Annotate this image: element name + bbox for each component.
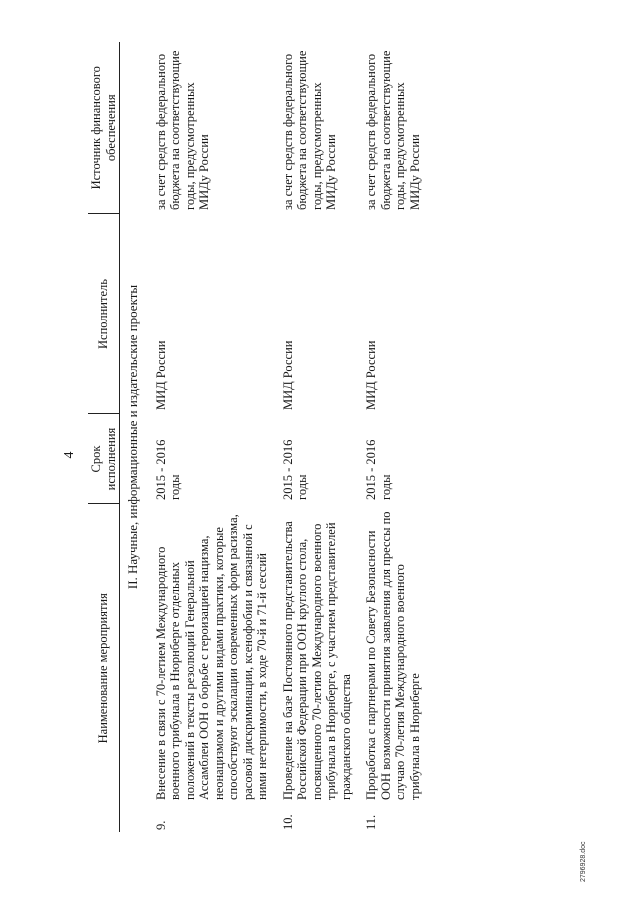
section-title: II. Научные, информационные и издательские проекты — [125, 284, 140, 590]
row-funding: за счет средств федерального бюджета на соответствующие годы, предусмотренных МИДу России — [364, 50, 422, 210]
header-name: Наименование мероприятия — [88, 504, 120, 832]
table-header-row — [88, 42, 120, 832]
document-id: 2796928.doc — [580, 841, 587, 882]
row-name: Проработка с партнерами по Совету Безопасности ООН возможности принятия заявления для прессы по случаю 70-летия Международного военного трибунала в Нюрнберге — [364, 511, 422, 800]
row-executor: МИД России — [153, 340, 168, 410]
header-funding: Источник финансового обеспечения — [88, 42, 120, 214]
section-row — [120, 42, 149, 832]
row-name: Проведение на базе Постоянного представительства Российской Федерации при ООН круглого стола, посвященного 70-летию Международного военного трибунала в Нюрнберге, с участием представителей гражданского общества — [280, 521, 353, 800]
row-number: 9. — [153, 820, 168, 830]
table-row — [276, 42, 360, 832]
row-number: 10. — [280, 814, 295, 830]
row-funding: за счет средств федерального бюджета на соответствующие годы, предусмотренных МИДу России — [153, 50, 211, 210]
table-row — [359, 42, 428, 832]
row-term: 2015 - 2016 годы — [280, 439, 309, 500]
page-number: 4 — [62, 451, 77, 459]
row-funding: за счет средств федерального бюджета на соответствующие годы, предусмотренных МИДу России — [280, 50, 338, 210]
measures-table-rotated — [88, 42, 548, 832]
row-term: 2015 - 2016 годы — [153, 439, 182, 500]
header-term: Срок исполнения — [88, 414, 120, 504]
row-executor: МИД России — [364, 340, 378, 410]
table-row — [149, 42, 276, 832]
row-term: 2015 - 2016 годы — [364, 439, 393, 500]
row-executor: МИД России — [280, 340, 295, 410]
header-executor: Исполнитель — [88, 214, 120, 414]
row-name: Внесение в связи с 70-летием Международного военного трибунала в Нюрнберге отдельных положений в тексты резолюций Генеральной Ассамблеи ООН о борьбе с героизацией нацизма, неонацизмом и другими видами практики, которые способствуют эскалации современных форм расизма, расовой дискриминации, ксенофобии и связанной с ними нетерпимости, в ходе 70-й и 71-й сессий — [153, 514, 269, 800]
measures-table — [88, 42, 428, 832]
row-number: 11. — [364, 814, 378, 830]
